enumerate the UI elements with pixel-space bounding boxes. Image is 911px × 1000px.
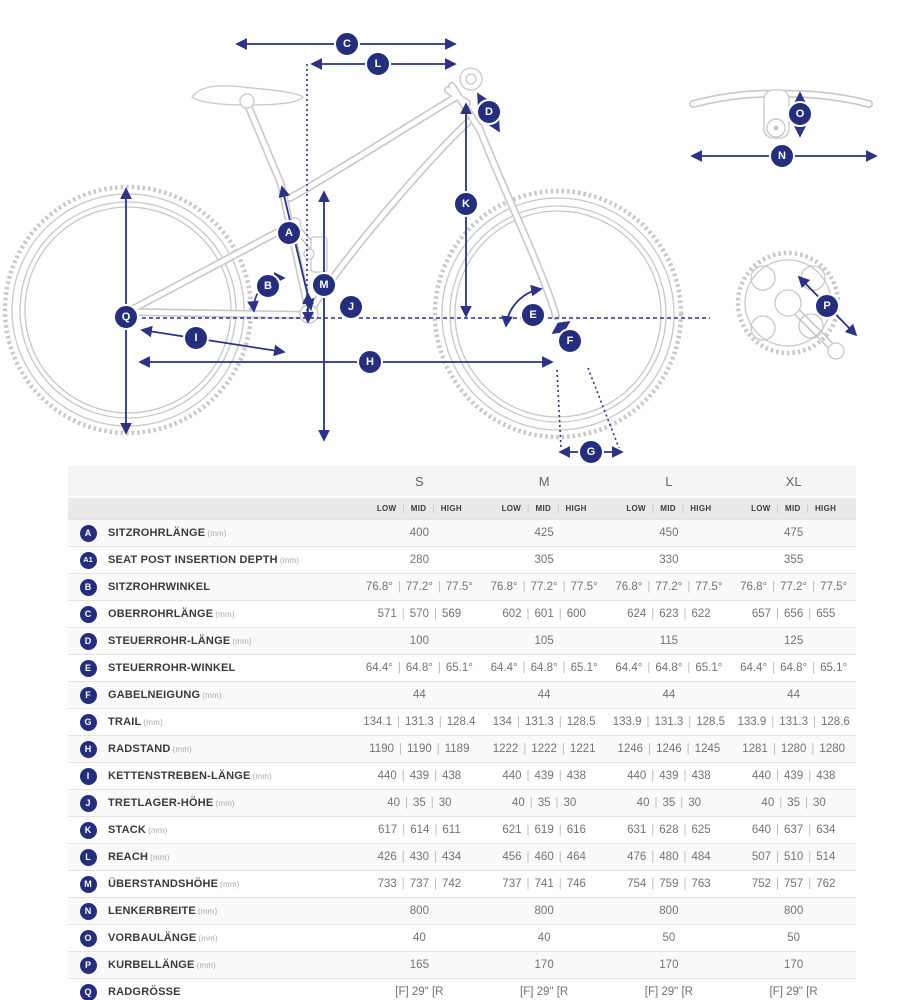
value-cell-s: 40 [412,932,426,944]
saddle-clamp [240,94,254,108]
row-label: SITZROHRLÄNGE [108,527,206,539]
value-cell-s: 165 [409,959,429,971]
value-cell-s: 733 | 737 | 742 [377,878,462,890]
table-row [68,519,856,546]
value-cell-m: 305 [534,554,554,566]
row-badge: C [80,606,97,623]
diagram-badge-k: K [453,191,479,217]
row-label: TRETLAGER-HÖHE [108,797,214,809]
setting-header-m: LOW | MID | HIGH [501,504,587,513]
value-cell-l: 330 [659,554,679,566]
row-label: STEUERROHR-WINKEL [108,662,236,674]
value-cell-xl: 44 [787,689,801,701]
value-cell-m: 456 | 460 | 464 [502,851,586,863]
value-cell-xl: 657 | 656 | 655 [751,608,836,620]
value-cell-m: 64.4° | 64.8° | 65.1° [490,662,598,674]
row-badge: K [80,822,97,839]
row-badge: Q [80,984,97,1000]
row-unit: (mm) [207,529,227,538]
value-cell-l: 115 [659,635,679,647]
value-cell-s: 800 [409,905,429,917]
diagram-badge-o: O [787,101,813,127]
value-cell-xl: 64.4° | 64.8° | 65.1° [740,662,848,674]
frame-outline [131,86,869,349]
row-badge: B [80,579,97,596]
value-cell-m: 105 [534,635,554,647]
row-label: OBERROHRLÄNGE [108,608,214,620]
value-cell-m: [F] 29" [R [520,986,569,998]
row-badge: A [80,525,97,542]
value-cell-l: 754 | 759 | 763 [627,878,711,890]
diagram-badge-l: L [365,51,391,77]
value-cell-l: 133.9 | 131.3 | 128.5 [612,716,726,728]
table-row [68,978,856,1000]
value-cell-m: 621 | 619 | 616 [502,824,586,836]
value-cell-s: 571 | 570 | 569 [377,608,462,620]
row-badge: M [80,876,97,893]
value-cell-xl: 170 [784,959,804,971]
value-cell-xl: 50 [787,932,801,944]
row-badge: J [80,795,97,812]
value-cell-l: 800 [659,905,679,917]
row-unit: (mm) [220,880,240,889]
value-cell-l: 40 | 35 | 30 [636,797,702,809]
row-unit: (mm) [148,826,168,835]
value-cell-m: 170 [534,959,554,971]
diagram-badge-j: J [338,294,364,320]
value-cell-m: 602 | 601 | 600 [502,608,586,620]
row-label: TRAIL [108,716,142,728]
value-cell-l: 631 | 628 | 625 [627,824,711,836]
value-cell-l: 64.4° | 64.8° | 65.1° [615,662,723,674]
table-row [68,816,856,843]
size-header-row [68,466,856,496]
value-cell-l: 44 [662,689,676,701]
table-row [68,762,856,789]
value-cell-xl: 475 [784,527,804,539]
value-cell-xl: 125 [784,635,804,647]
setting-header-row [68,498,856,519]
row-badge: P [80,957,97,974]
value-cell-l: 624 | 623 | 622 [627,608,711,620]
size-header-xl: XL [785,473,802,489]
value-cell-m: 440 | 439 | 438 [502,770,586,782]
value-cell-s: 64.4° | 64.8° | 65.1° [365,662,473,674]
table-row [68,924,856,951]
row-unit: (mm) [279,556,300,565]
row-unit: (mm) [150,853,170,862]
diagram-badge-n: N [769,143,795,169]
table-row [68,681,856,708]
bike-art [0,0,911,462]
diagram-badge-q: Q [113,304,139,330]
table-row [68,627,856,654]
value-cell-s: 617 | 614 | 611 [378,824,461,836]
row-unit: (mm) [215,799,235,808]
stem-bolt-dot [774,126,779,131]
value-cell-m: 44 [537,689,551,701]
value-cell-xl: 752 | 757 | 762 [751,878,836,890]
diagram-badge-i: I [183,325,209,351]
table-row [68,654,856,681]
table-row [68,870,856,897]
row-badge: H [80,741,97,758]
value-cell-l: [F] 29" [R [644,986,693,998]
value-cell-s: 76.8° | 77.2° | 77.5° [365,581,473,593]
frame-fill [131,86,869,349]
row-label: KETTENSTREBEN-LÄNGE [108,770,251,782]
setting-header-s: LOW | MID | HIGH [376,504,462,513]
row-label: ÜBERSTANDSHÖHE [108,878,219,890]
bike-geometry-diagram [0,0,911,462]
row-unit: (mm) [198,934,218,943]
value-cell-s: 1190 | 1190 | 1189 [369,743,470,755]
row-unit: (mm) [232,637,252,646]
row-badge: G [80,714,97,731]
value-cell-s: 44 [412,689,426,701]
value-cell-m: 1222 | 1222 | 1221 [492,743,596,755]
value-cell-m: 40 [537,932,551,944]
row-label: LENKERBREITE [108,905,196,917]
row-label: STEUERROHR-LÄNGE [108,635,231,647]
row-badge: E [80,660,97,677]
table-row [68,843,856,870]
value-cell-xl: 507 | 510 | 514 [751,851,836,863]
setting-header-l: LOW | MID | HIGH [626,504,712,513]
row-label: RADGRÖSSE [108,986,181,998]
row-unit: (mm) [252,772,272,781]
diagram-badge-m: M [311,272,337,298]
value-cell-xl: 640 | 637 | 634 [751,824,836,836]
diagram-badge-d: D [476,99,502,125]
value-cell-xl: 76.8° | 77.2° | 77.5° [740,581,848,593]
diagram-badge-p: P [814,293,840,319]
row-label: STACK [108,824,147,836]
arrow-I [142,330,284,352]
diagram-badge-b: B [255,273,281,299]
value-cell-m: 40 | 35 | 30 [511,797,577,809]
diagram-badge-c: C [334,31,360,57]
value-cell-l: 476 | 480 | 484 [627,851,711,863]
value-cell-l: 50 [662,932,676,944]
table-row [68,600,856,627]
table-row [68,546,856,573]
setting-header-xl: LOW | MID | HIGH [751,504,837,513]
row-badge: F [80,687,97,704]
value-cell-l: 170 [659,959,679,971]
value-cell-s: 280 [409,554,429,566]
row-label: VORBAULÄNGE [108,932,197,944]
diagram-badge-f: F [557,328,583,354]
value-cell-l: 1246 | 1246 | 1245 [617,743,721,755]
value-cell-xl: [F] 29" [R [769,986,818,998]
row-badge: O [80,930,97,947]
diagram-badge-g: G [578,439,604,465]
value-cell-s: 426 | 430 | 434 [377,851,462,863]
row-unit: (mm) [196,961,217,970]
row-label: RADSTAND [108,743,171,755]
value-cell-xl: 133.9 | 131.3 | 128.6 [737,716,850,728]
row-label: REACH [108,851,149,863]
size-header-l: L [665,473,673,489]
value-cell-m: 134 | 131.3 | 128.5 [492,716,596,728]
value-cell-xl: 40 | 35 | 30 [761,797,826,809]
size-header-m: M [538,473,550,489]
value-cell-s: 440 | 439 | 438 [377,770,462,782]
row-label: SITZROHRWINKEL [108,581,211,593]
size-header-s: S [415,473,424,489]
row-badge: A1 [80,552,97,569]
value-cell-m: 76.8° | 77.2° | 77.5° [490,581,598,593]
handlebar-end-inner [466,74,476,84]
row-unit: (mm) [143,718,163,727]
geometry-table [68,466,856,1000]
table-row [68,897,856,924]
value-cell-s: 100 [409,635,429,647]
value-cell-xl: 355 [784,554,804,566]
row-badge: N [80,903,97,920]
value-cell-l: 76.8° | 77.2° | 77.5° [615,581,723,593]
value-cell-m: 800 [534,905,554,917]
value-cell-s: [F] 29" [R [395,986,444,998]
row-badge: L [80,849,97,866]
table-row [68,573,856,600]
row-badge: I [80,768,97,785]
row-unit: (mm) [215,610,235,619]
value-cell-m: 425 [534,527,554,539]
diagram-badge-h: H [357,349,383,375]
value-cell-s: 400 [409,527,429,539]
value-cell-l: 440 | 439 | 438 [627,770,711,782]
row-unit: (mm) [197,907,218,916]
pivot [304,249,314,259]
value-cell-l: 450 [659,527,679,539]
value-cell-xl: 440 | 439 | 438 [751,770,836,782]
table-row [68,951,856,978]
value-cell-m: 737 | 741 | 746 [502,878,586,890]
trail-guide-2 [588,368,619,448]
table-row [68,708,856,735]
diagram-badge-a: A [276,220,302,246]
value-cell-s: 134.1 | 131.3 | 128.4 [363,716,476,728]
row-badge: D [80,633,97,650]
row-label: KURBELLÄNGE [108,959,195,971]
value-cell-s: 40 | 35 | 30 [387,797,452,809]
table-body [68,519,856,1000]
row-unit: (mm) [172,745,192,754]
row-label: SEAT POST INSERTION DEPTH [108,554,278,566]
row-label: GABELNEIGUNG [108,689,201,701]
value-cell-xl: 800 [784,905,804,917]
table-row [68,735,856,762]
row-unit: (mm) [202,691,222,700]
table-row [68,789,856,816]
value-cell-xl: 1281 | 1280 | 1280 [742,743,846,755]
diagram-badge-e: E [520,302,546,328]
